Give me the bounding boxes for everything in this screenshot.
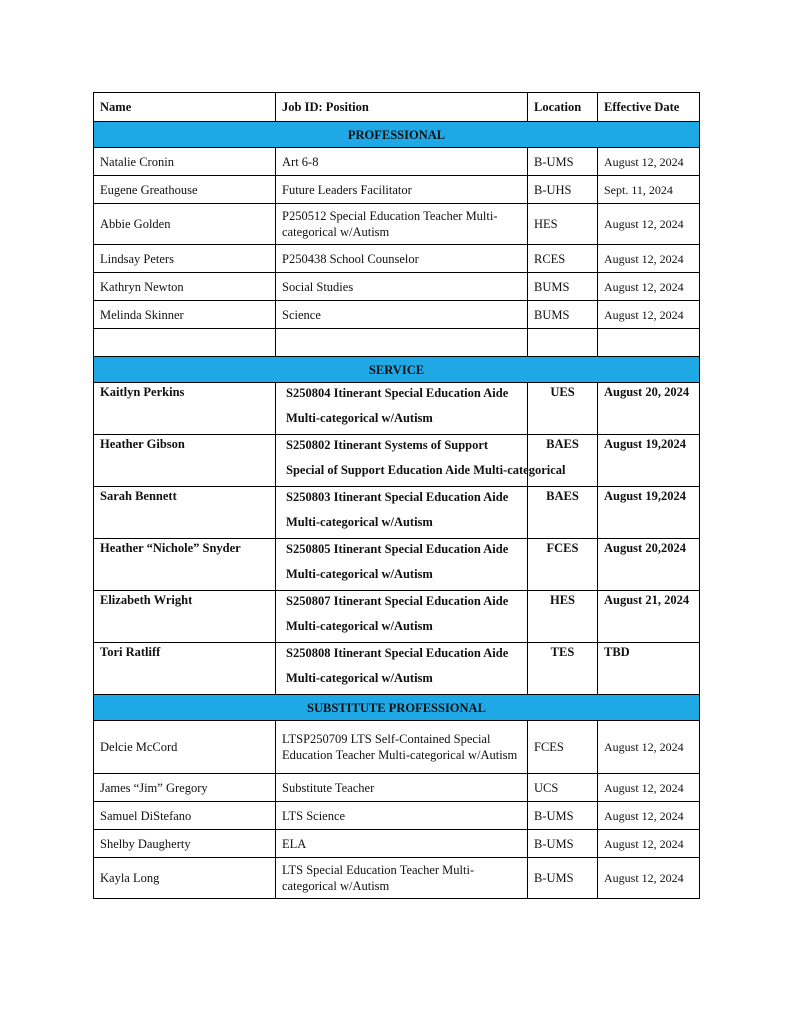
cell-date: August 12, 2024 xyxy=(598,273,700,301)
cell-location: B-UMS xyxy=(528,148,598,176)
header-name: Name xyxy=(94,93,276,122)
cell-date: August 12, 2024 xyxy=(598,148,700,176)
cell-position: S250807 Itinerant Special Education Aide Multi-categorical w/Autism xyxy=(276,591,528,643)
cell-position: Science xyxy=(276,301,528,329)
cell-date: August 12, 2024 xyxy=(598,245,700,273)
cell-position: Social Studies xyxy=(276,273,528,301)
cell-date: August 12, 2024 xyxy=(598,774,700,802)
table-row xyxy=(94,591,700,643)
cell-location: HES xyxy=(528,591,598,643)
cell-date: TBD xyxy=(598,643,700,695)
table-row xyxy=(94,176,700,204)
cell-position: Future Leaders Facilitator xyxy=(276,176,528,204)
cell-name: Delcie McCord xyxy=(94,721,276,774)
cell-date: August 12, 2024 xyxy=(598,830,700,858)
cell-name: Tori Ratliff xyxy=(94,643,276,695)
cell-name: Eugene Greathouse xyxy=(94,176,276,204)
cell-name: Kayla Long xyxy=(94,858,276,899)
cell-position: S250808 Itinerant Special Education Aide Multi-categorical w/Autism xyxy=(276,643,528,695)
cell-location: TES xyxy=(528,643,598,695)
section-substitute xyxy=(94,695,700,721)
cell-location: B-UHS xyxy=(528,176,598,204)
cell-position: S250804 Itinerant Special Education Aide Multi-categorical w/Autism xyxy=(276,383,528,435)
cell-location: UES xyxy=(528,383,598,435)
table-row xyxy=(94,802,700,830)
blank-row xyxy=(94,329,700,357)
table-row xyxy=(94,204,700,245)
table-row xyxy=(94,301,700,329)
cell-position: Substitute Teacher xyxy=(276,774,528,802)
cell-name: Shelby Daugherty xyxy=(94,830,276,858)
table-row xyxy=(94,721,700,774)
cell-name: Elizabeth Wright xyxy=(94,591,276,643)
cell-date: August 12, 2024 xyxy=(598,301,700,329)
table-row xyxy=(94,643,700,695)
cell-location: HES xyxy=(528,204,598,245)
cell-date: August 12, 2024 xyxy=(598,858,700,899)
cell-date: August 12, 2024 xyxy=(598,721,700,774)
table-row xyxy=(94,273,700,301)
cell-location: FCES xyxy=(528,721,598,774)
table-row xyxy=(94,383,700,435)
table-row xyxy=(94,245,700,273)
table-row xyxy=(94,539,700,591)
cell-location: B-UMS xyxy=(528,830,598,858)
cell-name: Natalie Cronin xyxy=(94,148,276,176)
cell-position: P250438 School Counselor xyxy=(276,245,528,273)
cell-name: Samuel DiStefano xyxy=(94,802,276,830)
header-position: Job ID: Position xyxy=(276,93,528,122)
cell-date: August 21, 2024 xyxy=(598,591,700,643)
cell-name: Lindsay Peters xyxy=(94,245,276,273)
cell-location: BAES xyxy=(528,487,598,539)
cell-date: August 19,2024 xyxy=(598,487,700,539)
cell-location: BUMS xyxy=(528,273,598,301)
header-date: Effective Date xyxy=(598,93,700,122)
cell-position: Art 6-8 xyxy=(276,148,528,176)
table-row xyxy=(94,858,700,899)
cell-location: B-UMS xyxy=(528,802,598,830)
cell-position: S250803 Itinerant Special Education Aide Multi-categorical w/Autism xyxy=(276,487,528,539)
personnel-table xyxy=(93,92,700,899)
cell-location: BUMS xyxy=(528,301,598,329)
cell-location: FCES xyxy=(528,539,598,591)
cell-position: S250805 Itinerant Special Education Aide Multi-categorical w/Autism xyxy=(276,539,528,591)
cell-name: Heather Gibson xyxy=(94,435,276,487)
cell-position: ELA xyxy=(276,830,528,858)
cell-date: August 20,2024 xyxy=(598,539,700,591)
cell-name: James “Jim” Gregory xyxy=(94,774,276,802)
cell-location: UCS xyxy=(528,774,598,802)
cell-location: RCES xyxy=(528,245,598,273)
cell-date: August 20, 2024 xyxy=(598,383,700,435)
cell-position: LTSP250709 LTS Self-Contained Special Education Teacher Multi-categorical w/Autism xyxy=(276,721,528,774)
cell-date: August 12, 2024 xyxy=(598,204,700,245)
cell-name: Melinda Skinner xyxy=(94,301,276,329)
cell-date: August 19,2024 xyxy=(598,435,700,487)
cell-name: Kathryn Newton xyxy=(94,273,276,301)
cell-location: B-UMS xyxy=(528,858,598,899)
cell-position: LTS Science xyxy=(276,802,528,830)
cell-position: S250802 Itinerant Systems of Support Special of Support Education Aide Multi-categorical xyxy=(276,435,528,487)
cell-name: Heather “Nichole” Snyder xyxy=(94,539,276,591)
table-row xyxy=(94,148,700,176)
cell-name: Kaitlyn Perkins xyxy=(94,383,276,435)
cell-position: LTS Special Education Teacher Multi-categorical w/Autism xyxy=(276,858,528,899)
cell-location: BAES xyxy=(528,435,598,487)
cell-date: Sept. 11, 2024 xyxy=(598,176,700,204)
cell-name: Abbie Golden xyxy=(94,204,276,245)
cell-position: P250512 Special Education Teacher Multi-categorical w/Autism xyxy=(276,204,528,245)
section-service xyxy=(94,357,700,383)
table-row xyxy=(94,774,700,802)
section-title: SERVICE xyxy=(94,357,700,383)
section-title: PROFESSIONAL xyxy=(94,122,700,148)
cell-name: Sarah Bennett xyxy=(94,487,276,539)
header-location: Location xyxy=(528,93,598,122)
table-row xyxy=(94,830,700,858)
table-row xyxy=(94,435,700,487)
table-row xyxy=(94,487,700,539)
cell-date: August 12, 2024 xyxy=(598,802,700,830)
section-professional xyxy=(94,122,700,148)
header-row xyxy=(94,93,700,122)
section-title: SUBSTITUTE PROFESSIONAL xyxy=(94,695,700,721)
